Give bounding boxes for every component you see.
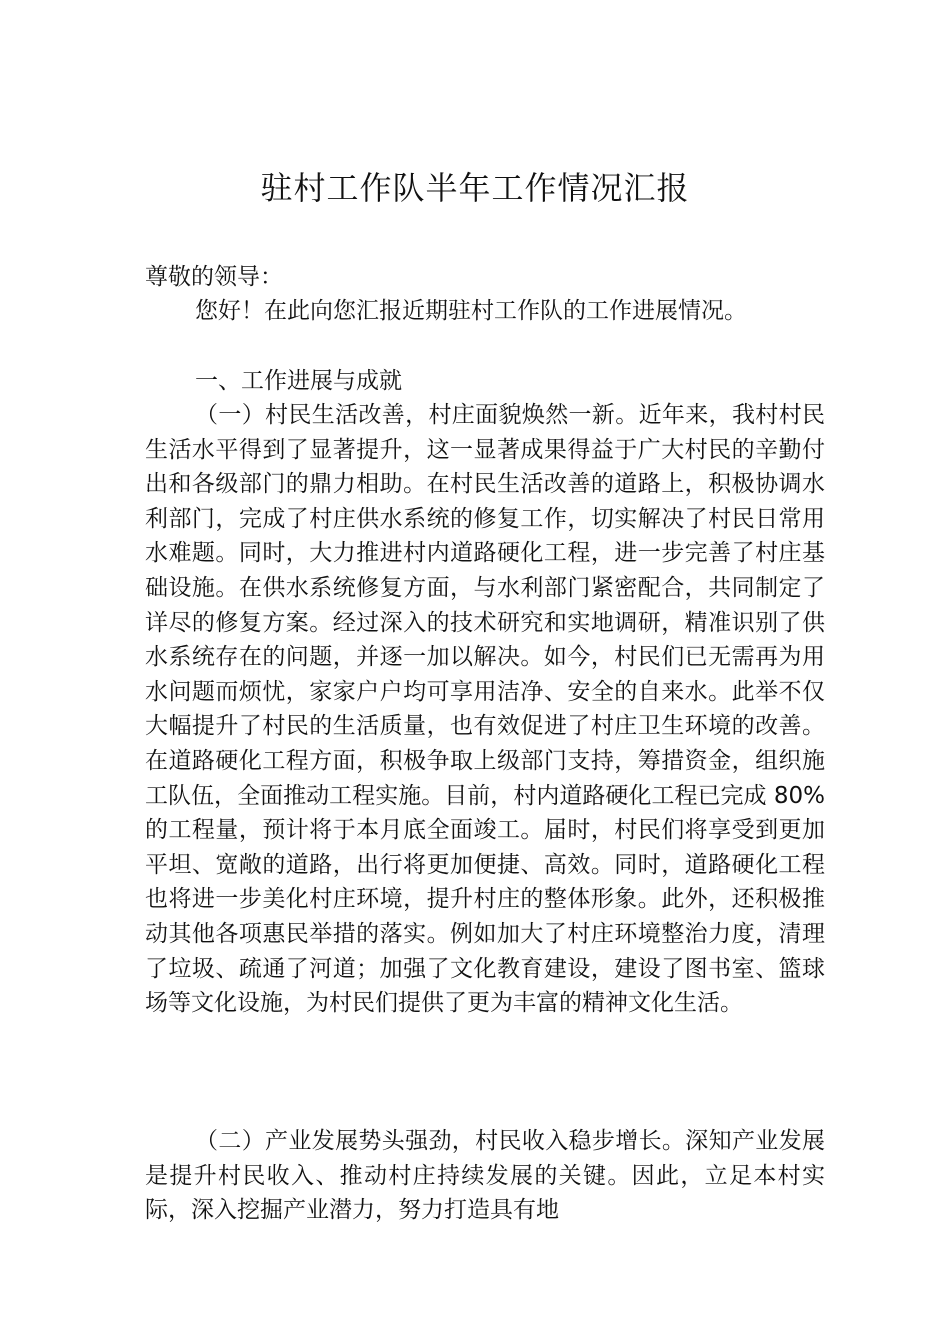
document-title: 驻村工作队半年工作情况汇报 [260, 169, 690, 207]
section-heading: 一、工作进展与成就 [195, 368, 402, 394]
greeting: 您好！在此向您汇报近期驻村工作队的工作进展情况。 [195, 298, 747, 324]
salutation: 尊敬的领导： [145, 264, 283, 290]
paragraph: （二）产业发展势头强劲，村民收入稳步增长。深知产业发展是提升村民收入、推动村庄持续发展的关键。因此，立足本村实际，深入挖掘产业潜力，努力打造具有地 [145, 1128, 825, 1224]
paragraph: （一）村民生活改善，村庄面貌焕然一新。近年来，我村村民生活水平得到了显著提升，这一显著成果得益于广大村民的辛勤付出和各级部门的鼎力相助。在村民生活改善的道路上，积极协调水利部门，完成了村庄供水系统的修复工作，切实解决了村民日常用水难题。同时，大力推进村内道路硬化工程，进一步完善了村庄基础设施。在供水系统修复方面，与水利部门紧密配合，共同制定了详尽的修复方案。经过深入的技术研究和实地调研，精准识别了供水系统存在的问题，并逐一加以解决。如今，村民们已无需再为用水问题而烦忧，家家户户均可享用洁净、安全的自来水。此举不仅大幅提升了村民的生活质量，也有效促进了村庄卫生环境的改善。在道路硬化工程方面，积极争取上级部门支持，筹措资金，组织施工队伍，全面推动工程实施。目前，村内道路硬化工程已完成 80%的工程量，预计将于本月底全面竣工。届时，村民们将享受到更加平坦、宽敞的道路，出行将更加便捷、高效。同时，道路硬化工程也将进一步美化村庄环境，提升村庄的整体形象。此外，还积极推动其他各项惠民举措的落实。例如加大了村庄环境整治力度，清理了垃圾、疏通了河道；加强了文化教育建设，建设了图书室、篮球场等文化设施，为村民们提供了更为丰富的精神文化生活。 [145, 402, 825, 1017]
